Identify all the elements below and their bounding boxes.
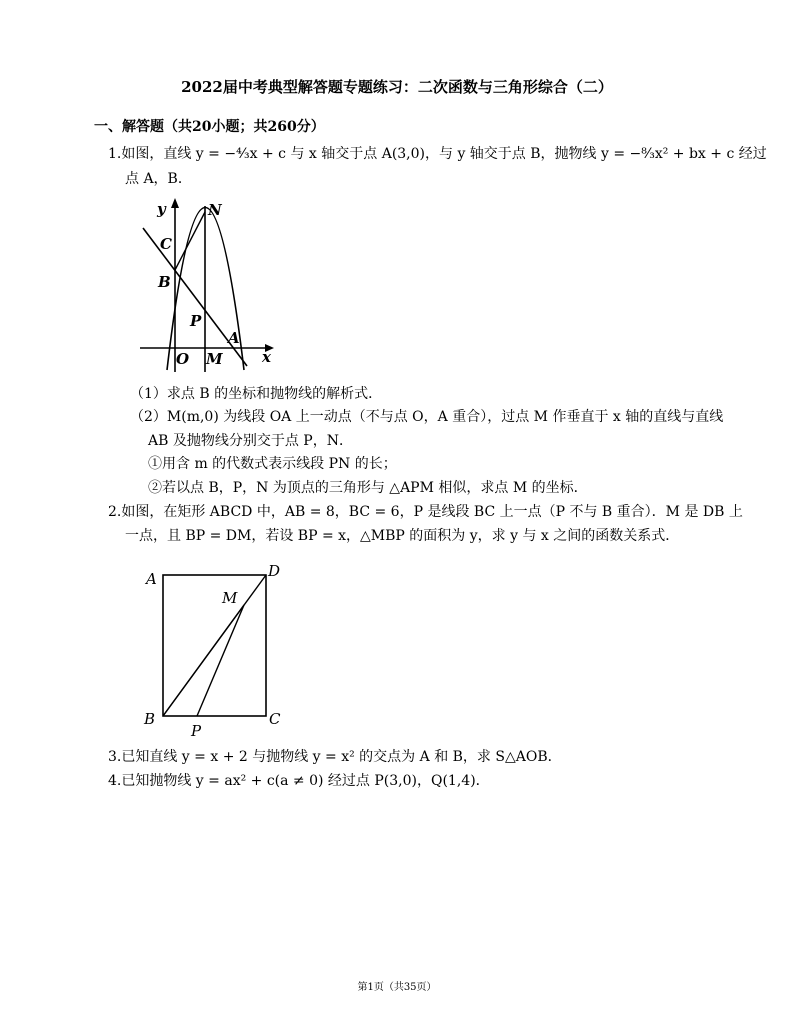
q1-label-b: B [158, 273, 171, 291]
q1-label-c: C [160, 235, 172, 253]
q1-label-m: M [206, 350, 223, 368]
q1-label-a: A [228, 329, 240, 347]
segment-nb [175, 212, 205, 270]
q2-label-m: M [222, 589, 238, 607]
q1-part1: （1）求点 B 的坐标和抛物线的解析式． [130, 386, 383, 402]
q2-stem-line1: 2.如图，在矩形 ABCD 中，AB = 8，BC = 6，P 是线段 BC 上一点（P 不与 B 重合）．M 是 DB 上 [108, 504, 743, 520]
q1-part2-line1: （2）M(m,0) 为线段 OA 上一动点（不与点 O，A 重合），过点 M 作垂直于 x 轴的直线与直线 [130, 409, 724, 425]
q1-stem-line1: 1.如图，直线 y = −⁴⁄₃x + c 与 x 轴交于点 A(3,0)，与 y 轴交于点 B，抛物线 y = −⁸⁄₃x² + bx + c 经过 [108, 146, 767, 162]
q1-label-x: x [262, 348, 271, 366]
q1-part2-item1: ①用含 m 的代数式表示线段 PN 的长； [148, 456, 397, 472]
q1-part2-line2: AB 及抛物线分别交于点 P，N． [148, 433, 353, 449]
q1-figure [130, 190, 280, 380]
q2-label-b: B [144, 710, 156, 728]
q2-figure [140, 555, 290, 745]
section-heading: 一、解答题（共20小题；共260分） [94, 119, 325, 135]
q2-label-c: C [269, 710, 281, 728]
q2-label-d: D [268, 562, 281, 580]
q1-label-o: O [176, 350, 190, 368]
page-footer: 第1页（共35页） [357, 982, 437, 993]
q1-label-n: N [208, 201, 222, 219]
q1-label-y: y [157, 200, 166, 218]
q3-stem: 3.已知直线 y = x + 2 与抛物线 y = x² 的交点为 A 和 B，求 S△AOB． [108, 749, 562, 765]
q2-label-a: A [146, 570, 157, 588]
q1-part2-item2: ②若以点 B，P，N 为顶点的三角形与 △APM 相似，求点 M 的坐标． [148, 480, 588, 496]
q1-stem-line2: 点 A，B． [125, 171, 192, 187]
q1-label-p: P [190, 312, 202, 330]
q4-stem: 4.已知抛物线 y = ax² + c(a ≠ 0) 经过点 P(3,0)，Q(1,4)． [108, 773, 490, 789]
page-title: 2022届中考典型解答题专题练习：二次函数与三角形综合（二） [181, 78, 613, 96]
y-axis-arrow-icon [171, 198, 179, 208]
q2-label-p: P [191, 722, 202, 740]
q2-stem-line2: 一点，且 BP = DM，若设 BP = x，△MBP 的面积为 y，求 y 与 x 之间的函数关系式． [125, 528, 680, 544]
